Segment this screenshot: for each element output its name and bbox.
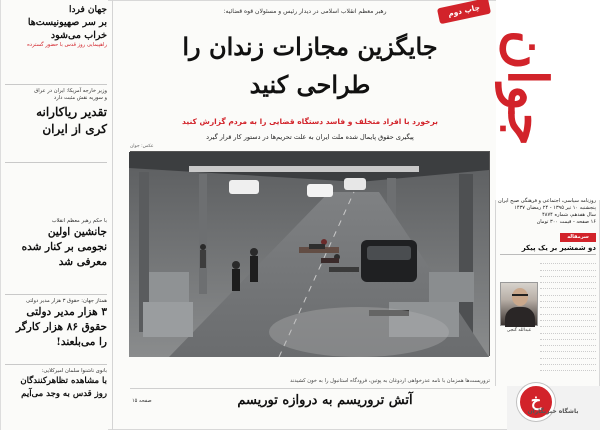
divider: [5, 162, 107, 163]
page-reference: صفحه ۱۵: [132, 398, 152, 404]
story-headline: با مشاهده تظاهرکنندگان: [20, 376, 107, 386]
reprint-stamp: چاپ دوم: [437, 0, 491, 24]
story-kicker: بانوی ناشنوا سلمان امیرکلایی:: [41, 368, 107, 374]
story-headline: معرفی شد: [58, 256, 107, 268]
logo-text: جوان: [496, 30, 560, 146]
publication-info: [497, 198, 596, 226]
story-headline: ۳ هزار مدیر دولتی: [26, 306, 107, 318]
watermark-logo-icon: خ: [517, 383, 555, 421]
story-headline: تقدیر ریاکارانه: [36, 105, 107, 119]
story-headline: خراب می‌شود: [50, 30, 107, 41]
story-headline: نجومی بر کنار شده: [21, 241, 107, 253]
main-lead: پیگیری حقوق پایمال شده ملت ایران به علت تحریم‌ها در دستور کار قرار گیرد: [206, 133, 414, 141]
divider: [5, 364, 107, 365]
publication-info-line: سال هفدهم، شماره ۴۸۷۴: [542, 212, 596, 218]
story-kerry[interactable]: [5, 88, 107, 138]
photo-credit: عکس: جوان: [130, 144, 154, 149]
story-headline: جانشین اولین: [47, 226, 107, 238]
author-photo: [500, 282, 538, 326]
story-kicker: همتاز جهان: حقوق ۳ هزار مدیر دولتی: [26, 298, 107, 304]
story-successor[interactable]: [5, 218, 107, 270]
story-headline: جهان فردا: [69, 5, 107, 15]
divider: [5, 84, 107, 85]
story-headline: روز قدس به وجد می‌آیم: [21, 389, 107, 399]
column-separator: [495, 200, 496, 386]
airport-attack-photo[interactable]: [130, 151, 490, 356]
divider: [5, 294, 107, 295]
editorial-tag: سرمقاله: [560, 233, 596, 242]
story-kicker: وزیر خارجه آمریکا: ایران در عراق: [34, 88, 107, 94]
photo-caption: تروریست‌ها همزمان با نامه عذرخواهی اردوغان به پوتین، فرودگاه استانبول را به خون کشیدند: [290, 378, 490, 384]
author-name: عبدالله گنجی: [506, 328, 532, 333]
story-quds-day[interactable]: [5, 368, 107, 401]
story-red-note: راهپیمایی روز قدس با حضور گسترده: [27, 42, 107, 48]
newspaper-logo: [496, 8, 594, 158]
story-jahan-farda[interactable]: [5, 4, 107, 49]
main-subhead: برخورد با افراد متخلف و فاسد دستگاه قضایی را به مردم گزارش کنید: [182, 117, 438, 126]
story-headline: را می‌بلعند!: [56, 336, 107, 348]
main-headline-line: طراحی کنید: [249, 70, 371, 99]
publication-info-line: روزنامه سیاسی، اجتماعی و فرهنگی صبح ایران: [497, 198, 596, 204]
main-headline[interactable]: [130, 28, 490, 104]
main-kicker: رهبر معظم انقلاب اسلامی در دیدار رئیس و مسئولان قوه قضائیه:: [223, 8, 387, 15]
left-column: [0, 0, 108, 430]
story-headline: بر سر صهیونیست‌ها: [27, 17, 107, 28]
photo-illustration: [129, 152, 489, 357]
bottom-headline[interactable]: آتش تروریسم به دروازه توریسم: [237, 393, 413, 408]
publication-info-line: ۱۶ صفحه - قیمت ۳۰۰ تومان: [536, 219, 596, 225]
column-separator: [112, 0, 113, 430]
story-kicker: و سوریه نقش مثبت دارد: [53, 95, 107, 101]
story-headline: حقوق ۸۶ هزار کارگر: [15, 321, 107, 333]
watermark-label: باشگاه خبرنگاران: [527, 408, 579, 415]
story-headline: کری از ایران: [42, 122, 107, 136]
masthead: [496, 0, 600, 200]
editorial-headline[interactable]: دو شمشیر بر یک پیکر: [500, 243, 596, 255]
story-kicker: با حکم رهبر معظم انقلاب: [51, 218, 107, 224]
divider: [130, 388, 490, 389]
main-headline-line: جایگزین مجازات زندان را: [182, 32, 438, 61]
publication-info-line: پنجشنبه ۱۰ تیر ۱۳۹۵ - ۲۴ رمضان ۱۴۳۷: [514, 205, 596, 211]
story-managers[interactable]: [5, 298, 107, 350]
editorial-body: [540, 258, 596, 371]
